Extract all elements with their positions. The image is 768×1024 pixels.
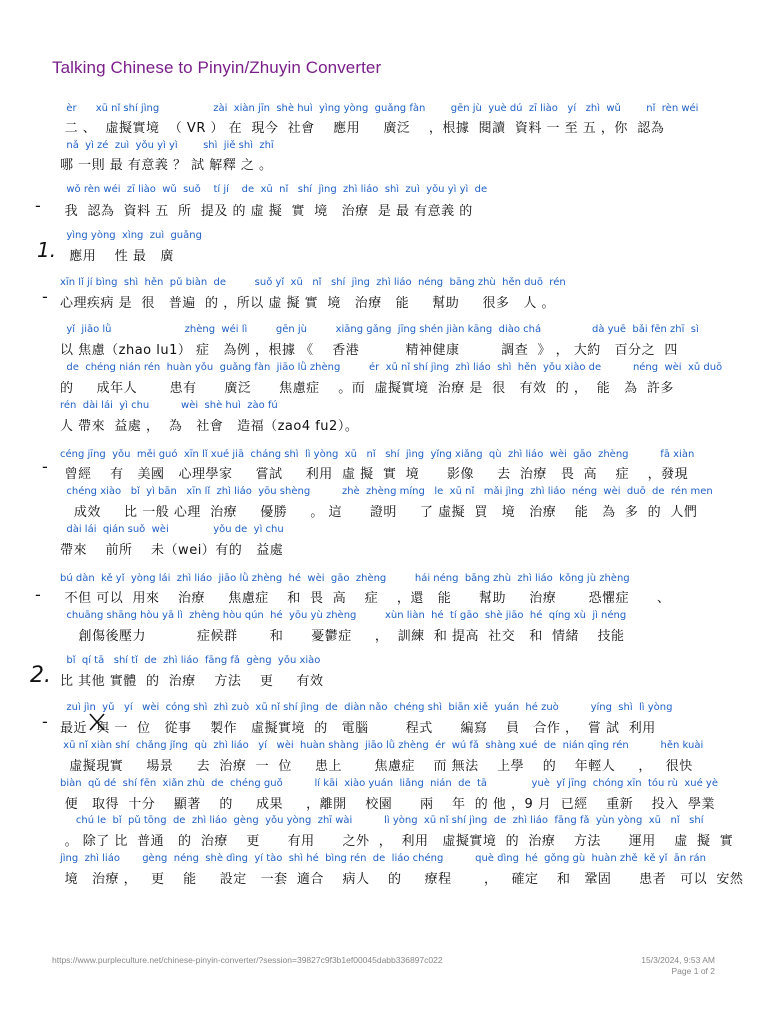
pinyin-row: chéng xiào bǐ yì bān xīn lǐ zhì liáo yōu shèng zhè zhèng míng le xū nǐ mǎi jìng zhì liáo néng wèi duō de rén men <box>60 486 713 497</box>
pinyin-row: xū nǐ xiàn shí chǎng jǐng qù zhì liáo yí wèi huàn shàng jiāo lǜ zhèng ér wú fǎ shàng xué de nián qīng rén hěn kuài <box>60 740 704 751</box>
handwritten-dash-mark: - <box>35 585 41 604</box>
hanzi-row: 的 成年人 患有 廣泛 焦慮症 。而 虛擬實境 治療 是 很 有效 的 ， 能 為 許多 <box>60 381 674 396</box>
pinyin-row: yìng yòng xìng zuì guǎng <box>60 230 202 241</box>
pinyin-row: yǐ jiāo lǜ zhèng wéi lì gēn jù xiāng gǎng jīng shén jiàn kāng diào chá dà yuē bǎi fēn zhī sì <box>60 324 699 335</box>
pinyin-row: céng jīng yǒu měi guó xīn lǐ xué jiā cháng shì lì yòng xū nǐ shí jìng yǐng xiǎng qù zhì liáo wèi gāo zhèng fā xiàn <box>60 449 695 460</box>
pinyin-row: èr xū nǐ shí jìng zài xiàn jīn shè huì yìng yòng guǎng fàn gēn jù yuè dú zī liào yí zhì wǔ nǐ rèn wéi <box>60 103 699 114</box>
footer-meta <box>641 955 715 977</box>
hanzi-row: 二 、 虛擬實境 （ VR ） 在 現今 社會 應用 廣泛 ，根據 閱讀 資料 一 至 五 ，你 認為 <box>60 121 665 136</box>
hanzi-row: 便 取得 十分 顯著 的 成果 ，離開 校園 兩 年 的 他 ，9 月 已經 重新 投入 學業 <box>60 797 716 812</box>
pinyin-row: nǎ yì zé zuì yǒu yì yì shì jiě shì zhī <box>60 140 274 151</box>
hanzi-row: 帶來 前所 未（wei）有的 益處 <box>60 543 284 558</box>
pinyin-row: chú le bǐ pǔ tōng de zhì liáo gèng yǒu yòng zhī wài lì yòng xū nǐ shí jìng de zhì liáo fāng fǎ yùn yòng xū nǐ shí <box>60 815 704 826</box>
pinyin-row: rén dài lái yì chu wèi shè huì zào fú <box>60 400 278 411</box>
hanzi-row: 以 焦慮（zhao lu1） 症 為例 ，根據 《 香港 精神健康 調查 》 ， 大約 百分之 四 <box>60 343 678 358</box>
hanzi-row: 應用 性 最 廣 <box>60 249 174 264</box>
pinyin-row: bú dàn kě yǐ yòng lái zhì liáo jiāo lǜ zhèng hé wèi gāo zhèng hái néng bāng zhù zhì liáo kǒng jù zhèng <box>60 573 630 584</box>
page-title: Talking Chinese to Pinyin/Zhuyin Converter <box>52 58 382 77</box>
hanzi-row: 成效 比 一般 心理 治療 優勝 。 這 證明 了 虛擬 買 境 治療 能 為 多 的 人們 <box>60 505 698 520</box>
pinyin-row: wǒ rèn wéi zī liào wǔ suǒ tí jí de xū nǐ shí jìng zhì liáo shì zuì yǒu yì yì de <box>60 184 488 195</box>
handwritten-dash-mark: - <box>42 287 48 306</box>
hanzi-row: 人 帶來 益處 ， 為 社會 造福（zao4 fu2）。 <box>60 419 359 434</box>
pinyin-row: xīn lǐ jí bìng shì hěn pǔ biàn de suǒ yǐ xū nǐ shí jìng zhì liáo néng bāng zhù hěn duō rén <box>60 277 566 288</box>
handwritten-dash-mark: - <box>42 457 48 476</box>
pinyin-row: biàn qǔ dé shí fēn xiǎn zhù de chéng guǒ lí kāi xiào yuán liǎng nián de tā yuè yǐ jīng chóng xīn tóu rù xué yè <box>60 778 719 789</box>
hanzi-row: 比 其他 實體 的 治療 方法 更 有效 <box>60 674 324 689</box>
hanzi-row: 創傷後壓力 症候群 和 憂鬱症 ， 訓練 和 提高 社交 和 情緒 技能 <box>60 629 625 644</box>
hanzi-row: 境 治療 ， 更 能 設定 一套 適合 病人 的 療程 ， 確定 和 鞏固 患者 可以 安然 <box>60 872 744 887</box>
handwritten-dash-mark: - <box>35 196 41 215</box>
handwritten-number-mark: 1. <box>37 238 57 262</box>
footer-datetime: 15/3/2024, 9:53 AM <box>641 955 715 965</box>
footer-page-number: Page 1 of 2 <box>671 966 715 976</box>
hanzi-row: 不但 可以 用來 治療 焦慮症 和 畏 高 症 ，還 能 幫助 治療 恐懼症 、 <box>60 591 671 606</box>
footer-url: https://www.purpleculture.net/chinese-pinyin-converter/?session=39827c9f3b1ef00045dabb336897c022 <box>52 955 443 965</box>
pinyin-row: zuì jìn yǔ yí wèi cóng shì zhì zuò xū nǐ shí jìng de diàn nǎo chéng shì biān xiě yuán hé zuò yíng shì lì yòng <box>60 702 673 713</box>
pinyin-row: jìng zhì liáo gèng néng shè dìng yí tào shì hé bìng rén de liáo chéng què dìng hé gǒng gù huàn zhě kě yǐ ān rán <box>60 853 706 864</box>
pinyin-row: dài lái qián suǒ wèi yǒu de yì chu <box>60 524 284 535</box>
pinyin-row: bǐ qí tā shí tǐ de zhì liáo fāng fǎ gèng yǒu xiào <box>60 655 321 666</box>
hanzi-row: 哪 一則 最 有意義 ？ 試 解釋 之 。 <box>60 158 273 173</box>
hanzi-row: 心理疾病 是 很 普遍 的 ，所以 虛 擬 實 境 治療 能 幫助 很多 人 。 <box>60 296 555 311</box>
hanzi-row: 虛擬現實 場景 去 治療 一 位 患上 焦慮症 而 無法 上學 的 年輕人 ， 很快 <box>60 759 693 774</box>
hanzi-row: 最近 與 一 位 從事 製作 虛擬實境 的 電腦 程式 編寫 員 合作 ， 嘗 試 利用 <box>60 721 656 736</box>
handwritten-dash-mark: - <box>42 712 48 731</box>
hanzi-row: 曾經 有 美國 心理學家 嘗試 利用 虛 擬 實 境 影像 去 治療 畏 高 症 ，發現 <box>60 467 689 482</box>
hanzi-row: 。 除了 比 普通 的 治療 更 有用 之外 ， 利用 虛擬實境 的 治療 方法 運用 虛 擬 實 <box>60 834 734 849</box>
pinyin-row: de chéng nián rén huàn yǒu guǎng fàn jiāo lǜ zhèng ér xū nǐ shí jìng zhì liáo shì hěn yǒu xiào de néng wèi xǔ duō <box>60 362 723 373</box>
text-line <box>60 853 750 910</box>
handwritten-number-mark: 2. <box>30 663 51 688</box>
pinyin-row: chuāng shāng hòu yā lì zhèng hòu qún hé yōu yù zhèng xùn liàn hé tí gāo shè jiāo hé qíng xù jì néng <box>60 610 627 621</box>
handwritten-cross-out-mark <box>89 713 105 731</box>
hanzi-row: 我 認為 資料 五 所 提及 的 虛 擬 實 境 治療 是 最 有意義 的 <box>60 204 473 219</box>
